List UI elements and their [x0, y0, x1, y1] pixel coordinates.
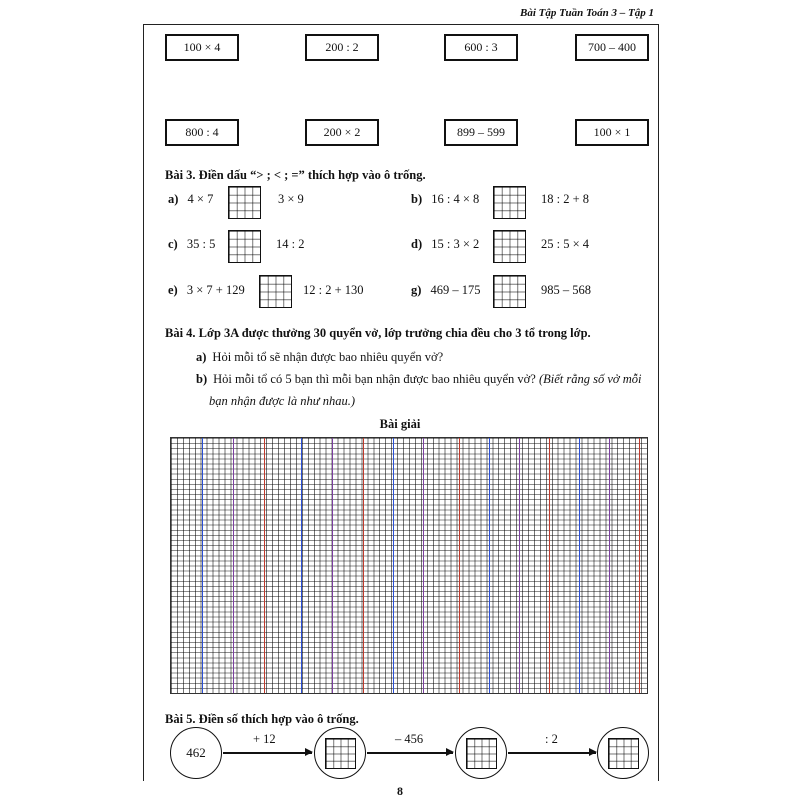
start-value-circle: [170, 727, 222, 779]
arrow-icon: [223, 752, 312, 754]
header-title: Bài Tập Tuần Toán 3 – Tập 1: [520, 7, 654, 19]
answer-box[interactable]: [228, 186, 261, 219]
solution-title: Bài giải: [379, 417, 421, 431]
answer-box[interactable]: [466, 738, 497, 769]
grid-margin-line: [233, 438, 234, 693]
expression-box: 800 : 4: [165, 119, 239, 146]
item-right-expression: 25 : 5 × 4: [541, 237, 590, 251]
item-label: g): [411, 283, 422, 297]
expression-box: 899 – 599: [444, 119, 518, 146]
expression-box: 200 × 2: [305, 119, 379, 146]
item-label: a): [168, 192, 179, 206]
question-text: Hỏi mỗi tổ có 5 bạn thì mỗi bạn nhận được bao nhiêu quyển vở?: [213, 372, 536, 386]
item-label: e): [168, 283, 178, 297]
item-right-expression: 3 × 9: [278, 192, 304, 206]
item-right-expression: 985 – 568: [541, 283, 591, 297]
item-left-expression: 3 × 7 + 129: [186, 283, 245, 297]
answer-box[interactable]: [493, 230, 526, 263]
operation-label: : 2: [545, 732, 558, 746]
bai4-question-a: [196, 350, 443, 365]
answer-box[interactable]: [259, 275, 292, 308]
bai3-item-a: [168, 192, 213, 207]
question-note: (Biết rằng số vở mỗi: [538, 372, 642, 386]
grid-margin-line: [332, 438, 333, 693]
answer-box[interactable]: [608, 738, 639, 769]
expression-box: 600 : 3: [444, 34, 518, 61]
grid-margin-line: [423, 438, 424, 693]
start-value: 462: [186, 745, 206, 760]
arrow-icon: [367, 752, 453, 754]
bai3-item-g: [411, 283, 481, 298]
answer-box[interactable]: [493, 186, 526, 219]
operation-label: – 456: [395, 732, 424, 746]
item-left-expression: 469 – 175: [430, 283, 481, 297]
grid-margin-line: [393, 438, 394, 693]
arrow-icon: [508, 752, 596, 754]
grid-margin-line: [459, 438, 460, 693]
grid-margin-line: [489, 438, 490, 693]
question-label: b): [196, 372, 208, 386]
grid-margin-line: [202, 438, 203, 693]
bai3-item-d: [411, 237, 479, 252]
answer-circle: [314, 727, 366, 779]
item-left-expression: 4 × 7: [187, 192, 214, 206]
expression-box: 100 × 4: [165, 34, 239, 61]
question-note-continued: bạn nhận được là như nhau.): [209, 394, 355, 408]
item-label: d): [411, 237, 423, 251]
answer-circle: [597, 727, 649, 779]
grid-margin-line: [363, 438, 364, 693]
answer-circle: [455, 727, 507, 779]
grid-margin-line: [549, 438, 550, 693]
bai5-title: Bài 5. Điền số thích hợp vào ô trống.: [165, 712, 359, 726]
operation-label: + 12: [253, 732, 276, 746]
grid-margin-line: [301, 438, 302, 693]
item-right-expression: 14 : 2: [276, 237, 305, 251]
bai4-title: Bài 4. Lớp 3A được thưởng 30 quyển vở, lớp trưởng chia đều cho 3 tổ trong lớp.: [165, 326, 591, 340]
item-left-expression: 15 : 3 × 2: [431, 237, 480, 251]
item-label: c): [168, 237, 178, 251]
question-label: a): [196, 350, 207, 364]
expression-box: 100 × 1: [575, 119, 649, 146]
grid-margin-line: [579, 438, 580, 693]
answer-box[interactable]: [493, 275, 526, 308]
page-number: 8: [397, 784, 403, 798]
bai3-item-e: [168, 283, 245, 298]
expression-box: 200 : 2: [305, 34, 379, 61]
grid-margin-line: [609, 438, 610, 693]
question-text: Hỏi mỗi tổ sẽ nhận được bao nhiêu quyển vở?: [212, 350, 444, 364]
item-left-expression: 35 : 5: [186, 237, 216, 251]
expression-box: 700 – 400: [575, 34, 649, 61]
bai3-item-b: [411, 192, 479, 207]
grid-margin-line: [639, 438, 640, 693]
bai4-question-b: [196, 372, 641, 387]
answer-box[interactable]: [325, 738, 356, 769]
bai3-title: Bài 3. Điền dấu “> ; < ; =” thích hợp vào ô trống.: [165, 168, 426, 182]
item-left-expression: 16 : 4 × 8: [431, 192, 480, 206]
grid-margin-line: [264, 438, 265, 693]
answer-box[interactable]: [228, 230, 261, 263]
bai3-item-c: [168, 237, 215, 252]
item-right-expression: 12 : 2 + 130: [303, 283, 364, 297]
item-label: b): [411, 192, 423, 206]
item-right-expression: 18 : 2 + 8: [541, 192, 590, 206]
grid-margin-line: [519, 438, 520, 693]
solution-writing-grid[interactable]: [170, 437, 648, 694]
